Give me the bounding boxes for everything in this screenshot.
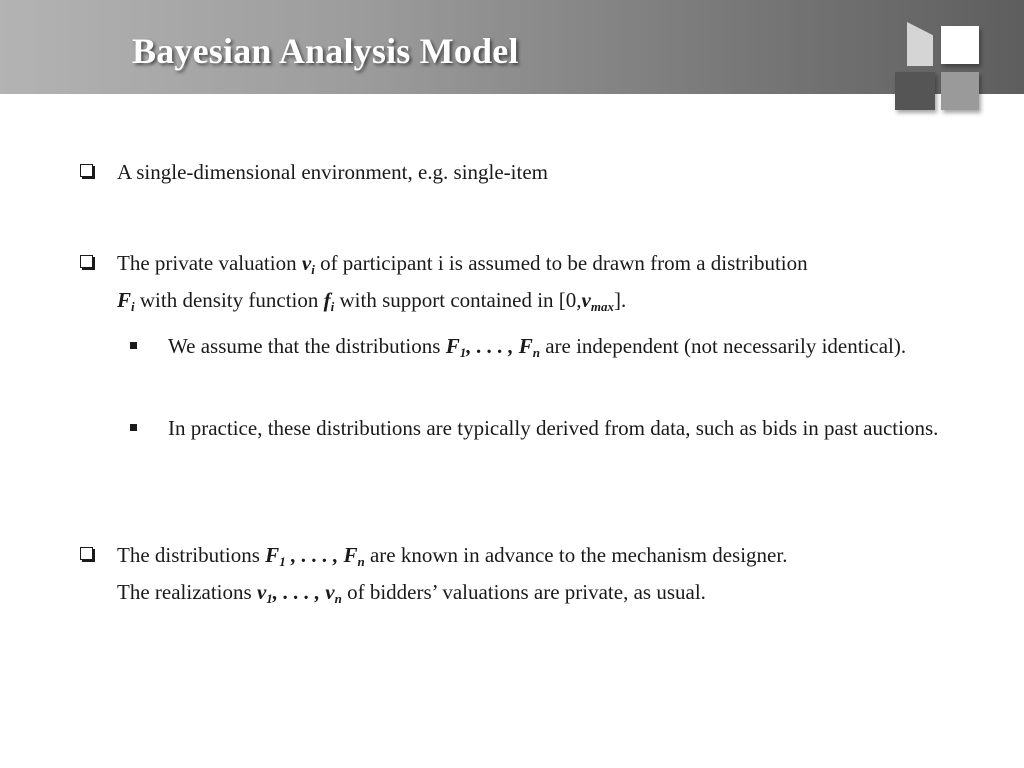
checkbox-bullet-icon	[80, 547, 93, 560]
square-bullet-icon	[130, 424, 137, 431]
slide-title: Bayesian Analysis Model	[132, 31, 519, 71]
bullet-text: A single-dimensional environment, e.g. single-item	[117, 160, 549, 184]
checkbox-bullet-icon	[80, 255, 93, 268]
bullet-text: In practice, these distributions are typically derived from data, such as bids in past auctions.	[168, 416, 939, 440]
square-bullet-icon	[130, 342, 137, 349]
checkbox-bullet-icon	[80, 164, 93, 177]
bullet-text: The distributions $F_1$ , . . . , $F_n$ are known in advance to the mechanism designer. The realizations $v_1$, . . . , $v_n$ of bidders’ valuations are private, as usual.	[117, 543, 788, 606]
bullet-text: We assume that the distributions $F_1$, . . . , $F_n$ are independent (not necessarily identical).	[168, 334, 907, 360]
bullet-text: The private valuation $v_i$ of participant i is assumed to be drawn from a distribution $F_i$ with density function $f_i$ with support contained in $[0,v_{max}]$.	[117, 251, 808, 314]
